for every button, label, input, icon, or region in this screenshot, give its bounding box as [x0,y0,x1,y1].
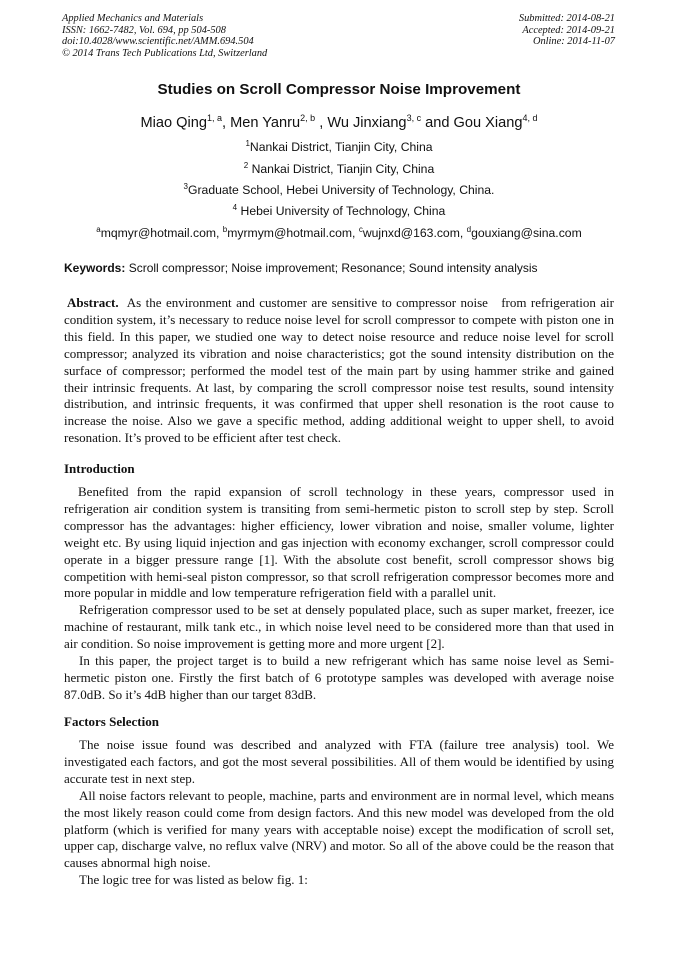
affiliation [0,203,678,218]
abstract-block [64,295,618,447]
abstract-text: As the environment and customer are sensitive to compressor noise from refrigeration air condition system, it’s necessary to reduce noise level for scroll compressor to compete with piston one in this field. In this paper, we studied one way to detect noise resource and reduce noise level for scroll compressor; analyzed its vibration and noise characteristics; got the sound intensity distribution on the surface of compressor; performed the model test of the main part by using hammer strike and gained their intrinsic frequents. At last, by comparing the scroll compressor noise test results, sound intensity distribution, and intrinsic frequents, it was confirmed that upper shell resonation is the root cause to increase the noise. Also we gave a specific method, adding additional weight to upper shell, to avoid resonation. It’s proved to be efficient after test check. [64,295,618,446]
email-address[interactable]: gouxiang@sina.com [471,226,582,241]
affiliation-text: Graduate School, Hebei University of Technology, China. [188,183,495,198]
author-list: Miao Qing$^{1, a}$, Men Yanru$^{2, b}$ , Wu Jinxiang$^{3, c}$ and Gou Xiang$^{4, d}$ [140,113,538,131]
keywords-text: Scroll compressor; Noise improvement; Resonance; Sound intensity analysis [125,261,538,275]
affiliation-sup: 3 [183,182,188,191]
email-address[interactable]: mqmyr@hotmail.com [100,226,217,241]
author-name: Men Yanru [230,114,301,131]
email-sup: b [222,225,228,234]
introduction-body [64,484,614,704]
paragraph: All noise factors relevant to people, machine, parts and environment are in normal level, which means the most likely reason could come from design factors. And this new model was developed from the old platform (which is verified for many years with acceptable noise) except the modification of scroll set, upper cap, discharge valve, no reflux valve (NRV) and motor. So all of the above could be the reason that causes abnormal high noise. [64,787,614,871]
keywords-line [64,261,624,275]
section-heading-introduction: Introduction [64,461,135,476]
affiliation-text: Nankai District, Tianjin City, China [248,162,435,177]
journal-header-right [519,13,615,48]
email-list: $^a$mqmyr@hotmail.com, $^b$myrmym@hotmail.com, $^c$wujnxd@163.com, $^d$gouxiang@sina.com [96,225,582,241]
paragraph: Refrigeration compressor used to be set at densely populated place, such as super market, freezer, ice machine of restaurant, milk tank etc., in which noise level need to be considered more than that used in air condition. So noise improvement is getting more and more urgent [2]. [64,602,614,652]
journal-name: Applied Mechanics and Materials [62,13,204,24]
paragraph: Benefited from the rapid expansion of scroll technology in these years, compressor used in refrigeration air condition system is transiting from semi-hermetic piston to scroll step by step. Scroll compressor has the advantages: higher efficiency, lower vibration and noise, smaller volume, lighter weight etc. By using liquid injection and gas injection with economy exchanger, scroll compressor could operate in a bigger pressure range [1]. With the absolute cost benefit, scroll compressor shows big competition with hemi-seal piston compressor, so that scroll refrigeration compressor becomes more and more popular in middle and low temperature refrigeration field with a parallel unit. [64,484,614,601]
paragraph: The noise issue found was described and analyzed with FTA (failure tree analysis) tool. We investigated each factors, and got the most several possibilities. All of them would be identified by using accurate test in next step. [64,737,614,786]
online-date: Online: 2014-11-07 [532,36,615,48]
journal-header-left [62,13,267,59]
affiliation [0,139,678,154]
author-sup: 3, c [406,113,422,123]
affiliation-text: Nankai District, Tianjin City, China [249,140,433,155]
email-sup: c [358,225,363,234]
affiliation [0,161,678,176]
email-sup: d [466,225,472,234]
submitted-date: Submitted: 2014-08-21 [518,13,615,24]
paper-title: Studies on Scroll Compressor Noise Improvement [157,81,521,98]
author-name: Gou Xiang [453,114,523,131]
affiliation-sup: 4 [232,203,238,212]
affiliation [0,182,678,197]
abstract-label: Abstract. [67,295,119,310]
author-sup: 4, d [522,113,538,123]
email-sup: a [96,225,101,234]
email-address[interactable]: wujnxd@163.com [362,226,460,241]
paragraph: The logic tree for was listed as below fig. 1: [79,872,308,888]
email-address[interactable]: myrmym@hotmail.com [227,226,353,241]
author-sup: 1, a [206,113,222,123]
journal-issn: ISSN: 1662-7482, Vol. 694, pp 504-508 [62,24,226,36]
author-name: Wu Jinxiang [327,114,407,131]
affiliation-sup: 2 [243,161,249,170]
journal-copyright: © 2014 Trans Tech Publications Ltd, Switzerland [62,47,268,59]
author-sup: 2, b [300,113,316,123]
factors-body [64,737,614,889]
journal-doi: doi:10.4028/www.scientific.net/AMM.694.504 [62,36,254,48]
affiliation-text: Hebei University of Technology, China [237,204,446,219]
section-heading-factors: Factors Selection [64,714,159,729]
keywords-label: Keywords: [64,261,126,275]
accepted-date: Accepted: 2014-09-21 [522,24,615,36]
affiliation-sup: 1 [245,139,250,148]
author-name: Miao Qing [140,114,207,131]
paragraph: In this paper, the project target is to build a new refrigerant which has same noise level as Semi-hermetic piston one. Firstly the first batch of 6 prototype samples was developed with average noise 87.0dB. So it’s 4dB higher than our target 83dB. [64,653,614,702]
